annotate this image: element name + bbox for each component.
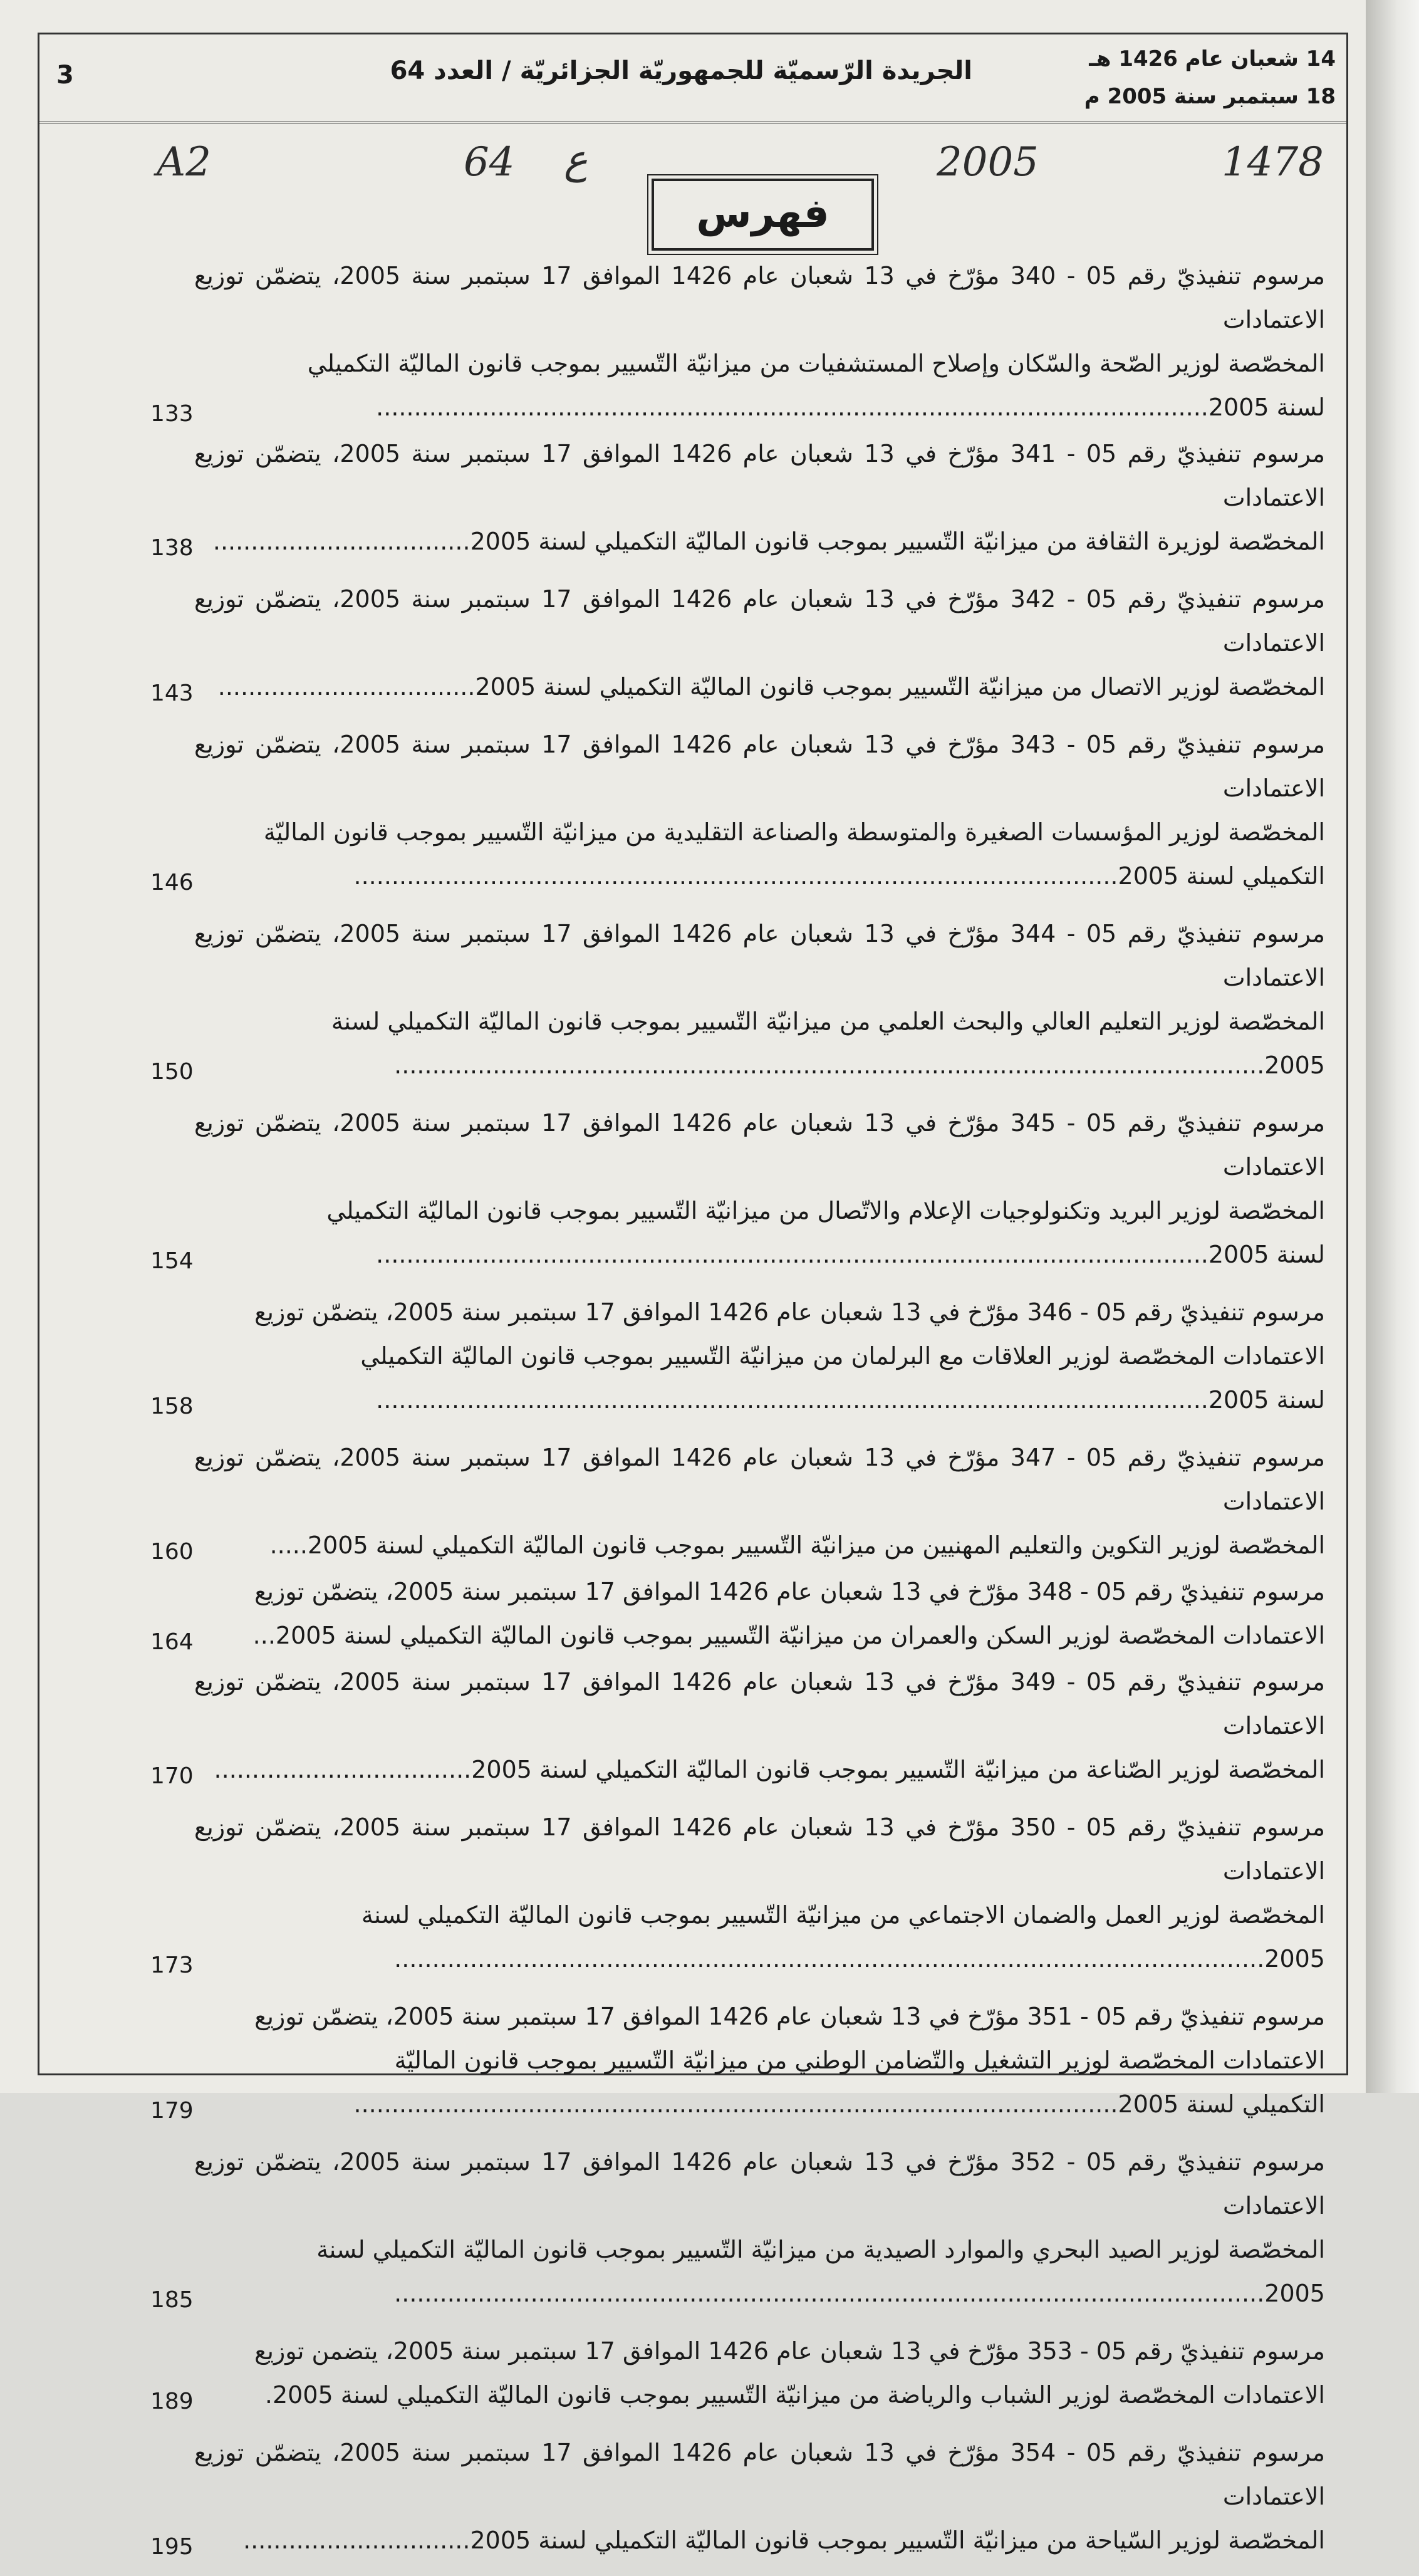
toc-entry-text: مرسوم تنفيذيّ رقم 05 - 344 مؤرّخ في 13 شعبان عام 1426 الموافق 17 سبتمبر سنة 2005، يتضمّن توزيع الاعتمادات المخصّصة لوزير التعليم العالي والبحث العلمي من ميزانيّة التّسيير بموجب قانون الماليّة التكميلي لسنة 2005................................................................................................................... [194, 920, 1326, 1079]
toc-entry-page: 160 [150, 1539, 194, 1565]
toc-entry [150, 1995, 1325, 2126]
toc-entry-text: مرسوم تنفيذيّ رقم 05 - 350 مؤرّخ في 13 شعبان عام 1426 الموافق 17 سبتمبر سنة 2005، يتضمّن توزيع الاعتمادات المخصّصة لوزير العمل والضمان الاجتماعي من ميزانيّة التّسيير بموجب قانون الماليّة التكميلي لسنة 2005................................................................................................................... [194, 1813, 1326, 1973]
toc-entry [150, 1436, 1325, 1567]
toc-entry-text: مرسوم تنفيذيّ رقم 05 - 353 مؤرّخ في 13 شعبان عام 1426 الموافق 17 سبتمبر سنة 2005، يتضمن توزيع الاعتمادات المخصّصة لوزير الشباب والرياضة من ميزانيّة التّسيير بموجب قانون الماليّة التكميلي لسنة 2005. [254, 2337, 1325, 2409]
toc-entry [150, 912, 1325, 1087]
toc-entry-page: 170 [150, 1763, 194, 1789]
toc-entry-text: مرسوم تنفيذيّ رقم 05 - 346 مؤرّخ في 13 شعبان عام 1426 الموافق 17 سبتمبر سنة 2005، يتضمّن توزيع الاعتمادات المخصّصة لوزير العلاقات مع البرلمان من ميزانيّة التّسيير بموجب قانون الماليّة التكميلي لسنة 2005.............................................................................................................. [254, 1298, 1325, 1414]
toc-entry-text: مرسوم تنفيذيّ رقم 05 - 349 مؤرّخ في 13 شعبان عام 1426 الموافق 17 سبتمبر سنة 2005، يتضمّن توزيع الاعتمادات المخصّصة لوزير الصّناعة من ميزانيّة التّسيير بموجب قانون الماليّة التكميلي لسنة 2005.................................. [194, 1668, 1326, 1783]
toc-entries [150, 254, 1325, 2576]
toc-entry-page: 138 [150, 535, 194, 561]
toc-entry [150, 2140, 1325, 2315]
toc-entry-text: مرسوم تنفيذيّ رقم 05 - 343 مؤرّخ في 13 شعبان عام 1426 الموافق 17 سبتمبر سنة 2005، يتضمّن توزيع الاعتمادات المخصّصة لوزير المؤسسات الصغيرة والمتوسطة والصناعة التقليدية من ميزانيّة التّسيير بموجب قانون الماليّة التكميلي لسنة 2005..................................................................................................... [194, 731, 1326, 890]
toc-entry-text: مرسوم تنفيذيّ رقم 05 - 352 مؤرّخ في 13 شعبان عام 1426 الموافق 17 سبتمبر سنة 2005، يتضمّن توزيع الاعتمادات المخصّصة لوزير الصيد البحري والموارد الصيدية من ميزانيّة التّسيير بموجب قانون الماليّة التكميلي لسنة 2005................................................................................................................... [194, 2148, 1326, 2307]
toc-entry-page: 185 [150, 2287, 194, 2313]
toc-entry [150, 1290, 1325, 1422]
handwritten-letter: ع [564, 137, 588, 183]
hijri-date: 14 شعبان عام 1426 هـ [1089, 46, 1336, 71]
toc-entry-text: مرسوم تنفيذيّ رقم 05 - 347 مؤرّخ في 13 شعبان عام 1426 الموافق 17 سبتمبر سنة 2005، يتضمّن توزيع الاعتمادات المخصّصة لوزير التكوين والتعليم المهنيين من ميزانيّة التّسيير بموجب قانون الماليّة التكميلي لسنة 2005..... [194, 1444, 1326, 1559]
toc-entry [150, 2431, 1325, 2562]
toc-entry-page: 133 [150, 401, 194, 427]
toc-entry [150, 1660, 1325, 1791]
toc-entry-text: مرسوم تنفيذيّ رقم 05 - 340 مؤرّخ في 13 شعبان عام 1426 الموافق 17 سبتمبر سنة 2005، يتضمّن توزيع الاعتمادات المخصّصة لوزير الصّحة والسّكان وإصلاح المستشفيات من ميزانيّة التّسيير بموجب قانون الماليّة التكميلي لسنة 2005.............................................................................................................. [194, 262, 1326, 421]
gregorian-date: 18 سبتمبر سنة 2005 م [1084, 84, 1336, 109]
toc-entry-page: 150 [150, 1059, 194, 1085]
toc-entry [150, 1805, 1325, 1981]
toc-entry [150, 722, 1325, 898]
handwritten-a2: A2 [157, 139, 211, 185]
toc-entry-page: 158 [150, 1394, 194, 1419]
toc-entry-page: 173 [150, 1953, 194, 1978]
toc-title: فهرس [652, 179, 874, 251]
handwritten-issue-number: 64 [464, 139, 515, 185]
toc-entry [150, 2329, 1325, 2417]
scan-edge [1366, 0, 1419, 2093]
toc-entry [150, 577, 1325, 709]
toc-entry-page: 189 [150, 2389, 194, 2414]
handwritten-year: 2005 [937, 139, 1039, 185]
toc-entry-page: 195 [150, 2534, 194, 2560]
toc-entry-text: مرسوم تنفيذيّ رقم 05 - 341 مؤرّخ في 13 شعبان عام 1426 الموافق 17 سبتمبر سنة 2005، يتضمّن توزيع الاعتمادات المخصّصة لوزيرة الثقافة من ميزانيّة التّسيير بموجب قانون الماليّة التكميلي لسنة 2005.................................. [194, 440, 1326, 555]
page-header [38, 33, 1348, 123]
gazette-title: الجريدة الرّسميّة للجمهوريّة الجزائريّة / العدد 64 [390, 56, 972, 85]
toc-entry-page: 146 [150, 870, 194, 895]
toc-entry-text: مرسوم تنفيذيّ رقم 05 - 348 مؤرّخ في 13 شعبان عام 1426 الموافق 17 سبتمبر سنة 2005، يتضمّن توزيع الاعتمادات المخصّصة لوزير السكن والعمران من ميزانيّة التّسيير بموجب قانون الماليّة التكميلي لسنة 2005... [252, 1578, 1325, 1649]
toc-entry [150, 1101, 1325, 1276]
toc-entry-page: 143 [150, 681, 194, 706]
toc-entry [150, 254, 1325, 429]
toc-entry-text: مرسوم تنفيذيّ رقم 05 - 345 مؤرّخ في 13 شعبان عام 1426 الموافق 17 سبتمبر سنة 2005، يتضمّن توزيع الاعتمادات المخصّصة لوزير البريد وتكنولوجيات الإعلام والاتّصال من ميزانيّة التّسيير بموجب قانون الماليّة التكميلي لسنة 2005.............................................................................................................. [194, 1109, 1326, 1268]
toc-entry [150, 432, 1325, 563]
handwritten-code: 1478 [1222, 139, 1324, 185]
toc-entry-page: 179 [150, 2098, 194, 2124]
toc-entry-text: مرسوم تنفيذيّ رقم 05 - 354 مؤرّخ في 13 شعبان عام 1426 الموافق 17 سبتمبر سنة 2005، يتضمّن توزيع الاعتمادات المخصّصة لوزير السّياحة من ميزانيّة التّسيير بموجب قانون الماليّة التكميلي لسنة 2005.............................. [194, 2439, 1326, 2554]
toc-entry-page: 154 [150, 1248, 194, 1274]
page-number: 3 [56, 61, 74, 90]
toc-entry-text: مرسوم تنفيذيّ رقم 05 - 342 مؤرّخ في 13 شعبان عام 1426 الموافق 17 سبتمبر سنة 2005، يتضمّن توزيع الاعتمادات المخصّصة لوزير الاتصال من ميزانيّة التّسيير بموجب قانون الماليّة التكميلي لسنة 2005.................................. [194, 585, 1326, 701]
toc-entry-page: 164 [150, 1629, 194, 1655]
toc-entry-text: مرسوم تنفيذيّ رقم 05 - 351 مؤرّخ في 13 شعبان عام 1426 الموافق 17 سبتمبر سنة 2005، يتضمّن توزيع الاعتمادات المخصّصة لوزير التشغيل والتّضامن الوطني من ميزانيّة التّسيير بموجب قانون الماليّة التكميلي لسنة 2005..................................................................................................... [254, 2003, 1325, 2118]
toc-entry [150, 1570, 1325, 1657]
